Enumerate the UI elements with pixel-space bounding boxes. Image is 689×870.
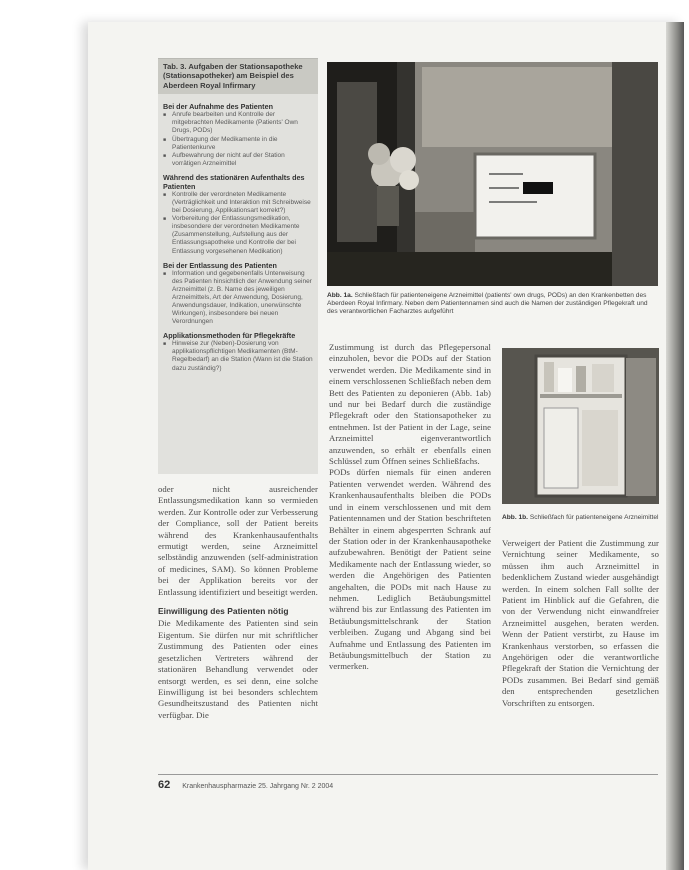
sidebar-bullet: ■ Information und gegebenenfalls Unterweisung des Patienten hinsichtlich der Anwendung seiner Arzneimittel (z. B. Name des jeweiligen Arzneimittels, Art der Anwendung, Dosierung, Anwendungsdauer, Indikation, unerwünschte Wirkungen), insbesondere bei neuen Verordnungen	[163, 270, 313, 327]
sidebar-section-title: Bei der Aufnahme des Patienten	[163, 102, 273, 112]
sidebar-section-title: Während des stationären Aufenthalts des Patienten	[163, 172, 305, 191]
sidebar-section	[163, 102, 313, 168]
sidebar-section	[163, 173, 313, 256]
sidebar-title: Tab. 3. Aufgaben der Stationsapotheke (Stationsapotheker) am Beispiel des Aberdeen Royal Infirmary	[158, 59, 318, 94]
paragraph: Verweigert der Patient die Zustimmung zur Vernichtung seiner Medikamente, so müssen ihm auch Arzneimittel in bedenklichem Zustand wieder ausgehändigt werden. In einem solchen Fall sollte der Patient im Hinblick auf die Gefahren, die von der Verwendung nicht einwandfreier Arzneimittel ausgehen, beraten werden. Wenn der Patient verstirbt, zu Hause im Krankenhaus verstorben, so erfassen die Angehörigen oder die verantwortliche Pflegekraft der Station die Vernichtung der PODs zusammen. Bei Bedarf sind gemäß den entsprechenden gesetzlichen Vorschriften zu entsorgen.	[502, 538, 659, 708]
sidebar-section	[163, 331, 313, 372]
paragraph: PODs dürfen niemals für einen anderen Patienten verwendet werden. Während des Krankenhausaufenthalts bleiben die PODs und in einem verschlossenen und mit dem Patientennamen und der Station beschrifteten Behälter in einem abgesperrten Schrank auf der Station oder in der Krankenhausapotheke aufzubewahren. Benötigt der Patient seine Medikamente nach der Entlassung wieder, so werden die Angehörigen des Patienten angehalten, die PODs mit nach Hause zu nehmen. Lediglich Betäubungsmittel während bis zur Entlassung des Patienten im Betäubungsmittelschrank der Station verbleiben. Zugang und Abgang sind bei Aufnahme und Entlassung des Patienten im Betäubungsmittelbuch der Station zu vermerken.	[329, 467, 491, 672]
sidebar-bullet: ■ Aufbewahrung der nicht auf der Station vorrätigen Arzneimittel	[163, 152, 313, 168]
sidebar-section-title: Bei der Entlassung des Patienten	[163, 260, 277, 270]
paragraph: oder nicht ausreichender Entlassungsmedikation kann so vermieden werden. Zur Kontrolle oder zur Verbesserung der Compliance, soll der Patient bereits während des Krankenhausaufenthalts ermutigt werden, seine Arzneimittel selbständig anzuwenden (self-administration of medicines, SAM). So können Probleme bei der Applikation bereits vor der Entlassung identifiziert und beseitigt werden.	[158, 484, 318, 597]
figure2-caption-label: Abb. 1b.	[502, 514, 529, 521]
footer-rule	[158, 774, 658, 775]
text-column-middle	[329, 342, 491, 673]
photo-bedside-locker	[327, 62, 658, 286]
sidebar-bullet: ■ Übertragung der Medikamente in die Patientenkurve	[163, 136, 313, 152]
sidebar-bullet: ■ Anrufe bearbeiten und Kontrolle der mitgebrachten Medikamente (Patients' Own Drugs, PODs)	[163, 111, 313, 135]
page-number: 62	[158, 779, 171, 791]
sidebar-body	[158, 94, 318, 372]
text-column-left	[158, 484, 318, 721]
photo-open-locker	[502, 348, 659, 504]
paragraph: Zustimmung ist durch das Pflegepersonal einzuholen, bevor die PODs auf der Station verwendet werden. Die Medikamente sind in einem verschlossenen Schließfach neben dem Bett des Patienten zu deponieren (Abb. 1ab) und nur bei Bedarf durch die zuständige Pflegekraft oder den Stationsapotheker zu entnehmen. Ist der Patient in der Lage, seine Arzneimittel eigenverantwortlich anzuwenden, so erhält er ebenfalls einen Schlüssel zum Öffnen seines Schließfachs.	[329, 342, 491, 467]
sidebar-bullet: ■ Vorbereitung der Entlassungsmedikation, insbesondere der verordneten Medikamente (Zusammenstellung, Aufstellung aus der Entlassungsapotheke und Kontrolle der bei Entlassung vorgesehenen Medikation)	[163, 215, 313, 255]
figure2-caption	[502, 514, 659, 522]
paragraph: Die Medikamente des Patienten sind sein Eigentum. Sie dürfen nur mit schriftlicher Zustimmung des Patienten oder eines gesetzlichen Vertreters während der stationären Behandlung verwendet oder entsorgt werden, es sei denn, eine solche Einwilligung ist bei besonders schlechtem Gesundheitszustand des Patienten nicht verfügbar. Die	[158, 618, 318, 720]
sidebar-bullet: ■ Hinweise zur (Neben)-Dosierung von applikationspflichtigen Medikamenten (BtM-Regelbedarf) an die Station (Wann ist die Station dazu zuständig?)	[163, 340, 313, 372]
figure2-caption-text: Schließfach für patienteneigene Arzneimittel	[529, 514, 659, 521]
journal-reference: Krankenhauspharmazie 25. Jahrgang Nr. 2 2004	[182, 783, 334, 790]
sidebar-section	[163, 261, 313, 327]
figure1-caption-text: Schließfach für patienteneigene Arzneimittel (patients' own drugs, PODs) an den Krankenbetten des Aberdeen Royal Infirmary. Neben dem Patientennamen sind auch die Namen der zuständigen Pflegekraft und des verantwortlichen Facharztes aufgeführt	[327, 292, 648, 316]
figure1-caption	[327, 292, 658, 317]
photo-bedside-locker-image	[327, 62, 658, 286]
sidebar-table	[158, 58, 318, 474]
book-spine-shadow	[666, 22, 684, 870]
page-footer	[158, 779, 658, 791]
figure1-caption-label: Abb. 1a.	[327, 292, 353, 299]
photo-open-locker-image	[502, 348, 659, 504]
sidebar-section-title: Applikationsmethoden für Pflegekräfte	[163, 331, 296, 341]
section-heading: Einwilligung des Patienten nötig	[158, 606, 289, 617]
text-column-right	[502, 538, 659, 709]
sidebar-bullet: ■ Kontrolle der verordneten Medikamente (Verträglichkeit und Interaktion mit Schreibweise bei Dosierung, Applikationsart korrekt?)	[163, 191, 313, 215]
